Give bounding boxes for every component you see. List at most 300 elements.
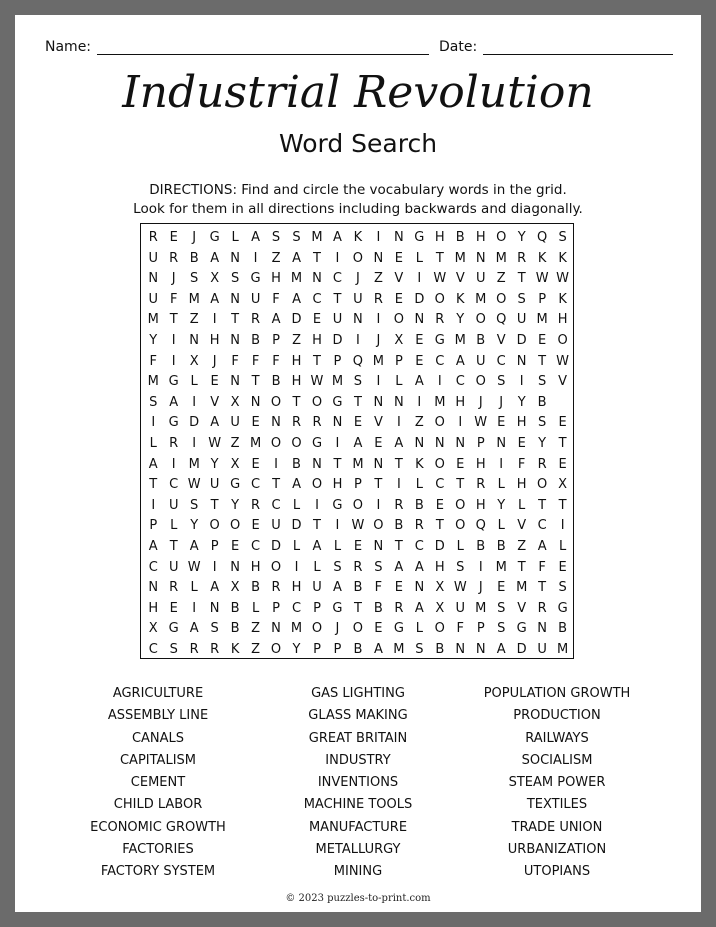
grid-letter[interactable]: Y: [538, 436, 547, 451]
grid-letter[interactable]: M: [454, 333, 466, 348]
grid-letter[interactable]: R: [312, 415, 322, 431]
grid-letter[interactable]: S: [374, 559, 383, 575]
grid-letter[interactable]: R: [210, 642, 220, 657]
grid-letter[interactable]: A: [148, 456, 158, 472]
grid-letter[interactable]: H: [516, 415, 527, 431]
grid-letter[interactable]: T: [353, 600, 362, 616]
grid-letter[interactable]: U: [168, 559, 179, 575]
grid-letter[interactable]: C: [414, 539, 424, 554]
grid-letter[interactable]: G: [393, 621, 404, 637]
grid-letter[interactable]: M: [331, 374, 344, 390]
grid-letter[interactable]: P: [313, 642, 321, 657]
grid-letter[interactable]: N: [148, 271, 159, 287]
grid-letter[interactable]: J: [212, 353, 217, 369]
grid-letter[interactable]: A: [373, 642, 383, 657]
grid-letter[interactable]: L: [190, 374, 198, 390]
grid-letter[interactable]: A: [394, 559, 404, 575]
grid-letter[interactable]: I: [192, 436, 197, 451]
grid-letter[interactable]: H: [455, 394, 466, 410]
grid-letter[interactable]: F: [231, 353, 239, 369]
grid-letter[interactable]: F: [272, 353, 280, 369]
grid-letter[interactable]: N: [230, 250, 240, 266]
grid-letter[interactable]: Y: [497, 497, 506, 513]
grid-letter[interactable]: V: [210, 394, 220, 410]
grid-letter[interactable]: Q: [537, 230, 548, 245]
grid-letter[interactable]: O: [455, 497, 466, 513]
grid-letter[interactable]: R: [148, 230, 158, 245]
grid-letter[interactable]: A: [210, 415, 220, 431]
grid-letter[interactable]: T: [272, 477, 281, 493]
grid-letter[interactable]: M: [475, 600, 487, 616]
grid-letter[interactable]: H: [557, 312, 568, 328]
grid-letter[interactable]: C: [271, 497, 281, 513]
grid-letter[interactable]: F: [149, 353, 157, 369]
grid-letter[interactable]: U: [475, 353, 486, 369]
grid-letter[interactable]: I: [294, 559, 299, 575]
grid-letter[interactable]: E: [251, 456, 260, 472]
grid-letter[interactable]: L: [190, 580, 198, 596]
grid-letter[interactable]: V: [394, 271, 404, 287]
grid-letter[interactable]: W: [208, 436, 222, 451]
grid-letter[interactable]: S: [210, 621, 219, 637]
grid-letter[interactable]: R: [189, 642, 199, 657]
grid-letter[interactable]: L: [251, 600, 260, 616]
grid-letter[interactable]: N: [496, 436, 507, 451]
grid-letter[interactable]: Y: [517, 394, 526, 410]
grid-letter[interactable]: E: [558, 456, 567, 472]
grid-letter[interactable]: B: [455, 230, 465, 245]
grid-letter[interactable]: N: [373, 394, 384, 410]
grid-letter[interactable]: H: [291, 580, 302, 596]
grid-letter[interactable]: I: [171, 456, 176, 472]
grid-letter[interactable]: O: [229, 518, 241, 534]
grid-letter[interactable]: K: [558, 250, 567, 266]
grid-letter[interactable]: N: [373, 250, 384, 266]
grid-letter[interactable]: I: [396, 477, 401, 493]
grid-letter[interactable]: A: [210, 291, 220, 307]
grid-letter[interactable]: O: [475, 312, 486, 328]
grid-letter[interactable]: V: [517, 518, 527, 534]
grid-letter[interactable]: O: [537, 477, 548, 493]
grid-letter[interactable]: Y: [149, 333, 158, 348]
grid-letter[interactable]: B: [476, 333, 486, 348]
grid-letter[interactable]: O: [352, 497, 364, 513]
grid-letter[interactable]: S: [230, 271, 240, 287]
grid-letter[interactable]: P: [333, 353, 342, 369]
grid-letter[interactable]: A: [210, 250, 220, 266]
grid-letter[interactable]: I: [315, 497, 319, 513]
grid-letter[interactable]: B: [558, 621, 568, 637]
grid-letter[interactable]: B: [537, 394, 547, 410]
grid-letter[interactable]: L: [558, 539, 567, 554]
grid-letter[interactable]: H: [209, 333, 220, 348]
grid-letter[interactable]: N: [393, 394, 404, 410]
grid-letter[interactable]: U: [516, 312, 527, 328]
grid-letter[interactable]: G: [209, 230, 220, 245]
grid-letter[interactable]: N: [230, 291, 240, 307]
grid-letter[interactable]: X: [558, 477, 568, 493]
grid-letter[interactable]: U: [455, 600, 466, 616]
grid-letter[interactable]: G: [557, 600, 568, 616]
grid-letter[interactable]: G: [434, 333, 445, 348]
grid-letter[interactable]: H: [312, 333, 322, 348]
grid-letter[interactable]: S: [169, 642, 178, 657]
grid-letter[interactable]: N: [312, 271, 322, 287]
grid-letter[interactable]: I: [437, 374, 442, 390]
grid-letter[interactable]: G: [168, 621, 179, 637]
grid-letter[interactable]: G: [168, 415, 179, 431]
grid-letter[interactable]: P: [476, 621, 485, 637]
grid-letter[interactable]: R: [169, 580, 179, 596]
grid-letter[interactable]: X: [394, 333, 404, 348]
grid-letter[interactable]: C: [291, 600, 302, 616]
grid-letter[interactable]: O: [291, 436, 302, 451]
grid-letter[interactable]: O: [270, 436, 282, 451]
grid-letter[interactable]: S: [292, 230, 301, 245]
grid-letter[interactable]: C: [332, 271, 342, 287]
grid-letter[interactable]: M: [434, 394, 446, 410]
grid-letter[interactable]: O: [434, 456, 445, 472]
grid-letter[interactable]: G: [332, 497, 343, 513]
grid-letter[interactable]: O: [311, 477, 323, 493]
grid-letter[interactable]: A: [537, 539, 547, 554]
grid-letter[interactable]: O: [557, 333, 568, 348]
grid-letter[interactable]: Q: [496, 312, 507, 328]
grid-letter[interactable]: G: [414, 230, 425, 245]
grid-letter[interactable]: N: [271, 415, 281, 431]
grid-letter[interactable]: N: [516, 353, 527, 369]
grid-letter[interactable]: E: [169, 600, 178, 616]
grid-letter[interactable]: B: [189, 250, 199, 266]
grid-letter[interactable]: A: [271, 312, 281, 328]
grid-letter[interactable]: S: [497, 600, 506, 616]
grid-letter[interactable]: D: [516, 642, 527, 657]
grid-letter[interactable]: H: [475, 497, 486, 513]
grid-letter[interactable]: S: [190, 497, 199, 513]
grid-letter[interactable]: W: [187, 559, 201, 575]
grid-letter[interactable]: F: [169, 291, 178, 307]
grid-letter[interactable]: I: [253, 250, 258, 266]
grid-letter[interactable]: P: [394, 353, 403, 369]
grid-letter[interactable]: V: [517, 600, 527, 616]
grid-letter[interactable]: N: [373, 456, 384, 472]
grid-letter[interactable]: L: [415, 477, 423, 493]
grid-letter[interactable]: I: [192, 600, 197, 616]
grid-letter[interactable]: Z: [496, 271, 506, 287]
grid-letter[interactable]: N: [393, 230, 404, 245]
grid-letter[interactable]: T: [435, 250, 444, 266]
grid-letter[interactable]: E: [312, 312, 322, 328]
grid-letter[interactable]: H: [475, 456, 486, 472]
grid-letter[interactable]: K: [456, 291, 465, 307]
grid-letter[interactable]: W: [351, 518, 365, 534]
grid-letter[interactable]: A: [455, 353, 465, 369]
grid-letter[interactable]: U: [168, 497, 179, 513]
grid-letter[interactable]: M: [188, 456, 200, 472]
grid-letter[interactable]: J: [376, 333, 381, 348]
grid-letter[interactable]: Z: [189, 312, 199, 328]
grid-letter[interactable]: B: [353, 580, 363, 596]
grid-letter[interactable]: U: [209, 477, 220, 493]
grid-letter[interactable]: N: [414, 436, 425, 451]
grid-letter[interactable]: L: [518, 497, 526, 513]
grid-letter[interactable]: T: [374, 477, 383, 493]
grid-letter[interactable]: N: [230, 559, 240, 575]
grid-letter[interactable]: C: [435, 477, 445, 493]
grid-letter[interactable]: W: [310, 374, 324, 390]
grid-letter[interactable]: R: [353, 559, 363, 575]
grid-letter[interactable]: B: [251, 580, 261, 596]
grid-letter[interactable]: D: [291, 518, 302, 534]
grid-letter[interactable]: X: [230, 580, 240, 596]
grid-letter[interactable]: D: [332, 333, 343, 348]
grid-letter[interactable]: E: [231, 539, 240, 554]
grid-letter[interactable]: M: [147, 312, 159, 328]
grid-letter[interactable]: H: [250, 559, 261, 575]
grid-letter[interactable]: B: [230, 621, 240, 637]
grid-letter[interactable]: I: [376, 312, 381, 328]
grid-letter[interactable]: I: [192, 394, 197, 410]
grid-letter[interactable]: J: [192, 230, 197, 245]
grid-letter[interactable]: H: [148, 600, 159, 616]
grid-letter[interactable]: B: [292, 456, 301, 472]
grid-letter[interactable]: S: [415, 642, 424, 657]
grid-letter[interactable]: N: [209, 600, 220, 616]
grid-letter[interactable]: M: [188, 291, 200, 307]
grid-letter[interactable]: A: [189, 539, 199, 554]
grid-letter[interactable]: E: [517, 436, 526, 451]
grid-letter[interactable]: R: [251, 312, 261, 328]
grid-letter[interactable]: E: [210, 374, 219, 390]
grid-letter[interactable]: O: [373, 518, 384, 534]
grid-letter[interactable]: S: [149, 394, 158, 410]
grid-letter[interactable]: B: [414, 497, 424, 513]
grid-letter[interactable]: W: [556, 353, 570, 369]
grid-letter[interactable]: I: [335, 250, 340, 266]
grid-letter[interactable]: E: [415, 353, 424, 369]
grid-letter[interactable]: R: [476, 477, 486, 493]
grid-letter[interactable]: H: [516, 477, 527, 493]
grid-letter[interactable]: P: [313, 600, 321, 616]
grid-letter[interactable]: M: [147, 374, 159, 390]
grid-letter[interactable]: U: [475, 271, 486, 287]
grid-letter[interactable]: Y: [231, 497, 240, 513]
grid-letter[interactable]: T: [169, 539, 178, 554]
grid-letter[interactable]: C: [148, 642, 158, 657]
grid-letter[interactable]: I: [376, 497, 381, 513]
grid-letter[interactable]: T: [231, 312, 240, 328]
grid-letter[interactable]: F: [538, 559, 546, 575]
grid-letter[interactable]: I: [335, 436, 340, 451]
grid-letter[interactable]: F: [272, 291, 280, 307]
grid-letter[interactable]: Z: [517, 539, 527, 554]
grid-letter[interactable]: C: [455, 374, 465, 390]
grid-letter[interactable]: V: [496, 333, 506, 348]
grid-letter[interactable]: P: [210, 539, 219, 554]
grid-letter[interactable]: H: [271, 271, 281, 287]
grid-letter[interactable]: S: [558, 230, 567, 245]
grid-letter[interactable]: I: [356, 333, 360, 348]
grid-letter[interactable]: N: [230, 333, 240, 348]
grid-letter[interactable]: W: [474, 415, 488, 431]
grid-letter[interactable]: R: [537, 456, 547, 472]
grid-letter[interactable]: Z: [271, 250, 281, 266]
grid-letter[interactable]: T: [149, 477, 158, 493]
grid-letter[interactable]: W: [556, 271, 570, 287]
grid-letter[interactable]: D: [189, 415, 200, 431]
grid-letter[interactable]: L: [497, 518, 505, 534]
grid-letter[interactable]: O: [270, 394, 282, 410]
grid-letter[interactable]: R: [271, 580, 281, 596]
grid-letter[interactable]: K: [353, 230, 363, 245]
grid-letter[interactable]: T: [313, 518, 321, 534]
grid-letter[interactable]: I: [478, 559, 483, 575]
grid-letter[interactable]: X: [230, 394, 240, 410]
grid-letter[interactable]: B: [271, 374, 281, 390]
grid-letter[interactable]: J: [335, 621, 340, 637]
grid-letter[interactable]: C: [312, 291, 322, 307]
grid-letter[interactable]: O: [352, 621, 364, 637]
grid-letter[interactable]: I: [274, 456, 278, 472]
grid-letter[interactable]: B: [353, 642, 363, 657]
grid-letter[interactable]: X: [435, 600, 445, 616]
grid-letter[interactable]: C: [148, 559, 158, 575]
grid-letter[interactable]: S: [271, 230, 281, 245]
grid-letter[interactable]: T: [517, 559, 526, 575]
grid-letter[interactable]: I: [212, 312, 217, 328]
grid-letter[interactable]: G: [332, 600, 343, 616]
grid-letter[interactable]: L: [395, 374, 403, 390]
grid-letter[interactable]: H: [291, 374, 302, 390]
grid-letter[interactable]: M: [290, 271, 303, 287]
grid-letter[interactable]: E: [558, 415, 567, 431]
grid-letter[interactable]: T: [538, 497, 547, 513]
grid-letter[interactable]: I: [335, 518, 340, 534]
grid-letter[interactable]: M: [290, 621, 303, 637]
grid-letter[interactable]: D: [291, 312, 302, 328]
grid-letter[interactable]: C: [251, 539, 261, 554]
grid-letter[interactable]: T: [394, 456, 403, 472]
grid-letter[interactable]: I: [171, 333, 176, 348]
grid-letter[interactable]: E: [456, 456, 465, 472]
grid-letter[interactable]: N: [332, 415, 343, 431]
grid-letter[interactable]: T: [313, 353, 321, 369]
grid-letter[interactable]: Z: [251, 642, 261, 657]
grid-letter[interactable]: C: [537, 518, 547, 534]
grid-letter[interactable]: M: [475, 291, 487, 307]
grid-letter[interactable]: I: [396, 415, 401, 431]
grid-letter[interactable]: E: [394, 580, 403, 596]
grid-letter[interactable]: T: [292, 394, 301, 410]
grid-letter[interactable]: K: [230, 642, 240, 657]
grid-letter[interactable]: A: [292, 250, 301, 266]
grid-letter[interactable]: N: [455, 642, 466, 657]
grid-letter[interactable]: I: [376, 230, 381, 245]
grid-letter[interactable]: L: [292, 539, 301, 554]
grid-letter[interactable]: U: [148, 291, 158, 307]
grid-letter[interactable]: T: [353, 394, 362, 410]
grid-letter[interactable]: U: [353, 291, 363, 307]
grid-letter[interactable]: M: [495, 559, 507, 575]
grid-letter[interactable]: I: [417, 394, 422, 410]
grid-letter[interactable]: E: [558, 559, 567, 575]
grid-letter[interactable]: O: [311, 621, 323, 637]
grid-letter[interactable]: M: [393, 642, 405, 657]
grid-letter[interactable]: I: [212, 559, 217, 575]
grid-letter[interactable]: T: [558, 436, 567, 451]
grid-letter[interactable]: R: [414, 518, 424, 534]
grid-letter[interactable]: Y: [210, 456, 219, 472]
grid-letter[interactable]: S: [333, 559, 342, 575]
grid-letter[interactable]: W: [453, 580, 467, 596]
grid-letter[interactable]: T: [538, 580, 547, 596]
grid-letter[interactable]: T: [251, 374, 260, 390]
grid-letter[interactable]: S: [517, 291, 526, 307]
grid-letter[interactable]: T: [333, 291, 342, 307]
grid-letter[interactable]: A: [414, 374, 424, 390]
grid-letter[interactable]: E: [394, 291, 403, 307]
grid-letter[interactable]: N: [373, 539, 384, 554]
grid-letter[interactable]: N: [475, 250, 486, 266]
grid-letter[interactable]: U: [332, 312, 343, 328]
grid-letter[interactable]: I: [458, 415, 463, 431]
grid-letter[interactable]: G: [250, 271, 261, 287]
grid-letter[interactable]: H: [434, 559, 445, 575]
grid-letter[interactable]: N: [414, 580, 425, 596]
grid-letter[interactable]: S: [353, 374, 363, 390]
grid-letter[interactable]: M: [454, 250, 466, 266]
grid-letter[interactable]: E: [394, 250, 403, 266]
grid-letter[interactable]: T: [517, 271, 526, 287]
grid-letter[interactable]: O: [434, 415, 445, 431]
grid-letter[interactable]: K: [558, 291, 567, 307]
grid-letter[interactable]: D: [271, 539, 282, 554]
grid-letter[interactable]: N: [230, 374, 240, 390]
grid-letter[interactable]: B: [476, 539, 486, 554]
grid-letter[interactable]: D: [414, 291, 425, 307]
grid-letter[interactable]: K: [537, 250, 547, 266]
grid-letter[interactable]: O: [352, 250, 364, 266]
grid-letter[interactable]: X: [435, 580, 445, 596]
grid-letter[interactable]: M: [311, 230, 323, 245]
grid-letter[interactable]: U: [537, 642, 547, 657]
grid-letter[interactable]: Z: [230, 436, 240, 451]
grid-letter[interactable]: G: [516, 621, 527, 637]
grid-letter[interactable]: S: [456, 559, 465, 575]
grid-letter[interactable]: X: [210, 271, 220, 287]
grid-letter[interactable]: F: [251, 353, 260, 369]
grid-letter[interactable]: B: [230, 600, 240, 616]
grid-letter[interactable]: Y: [517, 230, 526, 245]
grid-letter[interactable]: U: [271, 518, 281, 534]
grid-letter[interactable]: M: [372, 353, 384, 369]
grid-letter[interactable]: A: [148, 539, 158, 554]
grid-letter[interactable]: H: [434, 230, 445, 245]
grid-letter[interactable]: Y: [190, 518, 199, 534]
grid-letter[interactable]: T: [538, 353, 547, 369]
grid-letter[interactable]: O: [311, 394, 323, 410]
grid-letter[interactable]: I: [151, 415, 156, 431]
grid-letter[interactable]: J: [499, 394, 504, 410]
grid-letter[interactable]: O: [434, 291, 445, 307]
grid-letter[interactable]: N: [271, 621, 281, 637]
grid-letter[interactable]: O: [455, 518, 466, 534]
grid-letter[interactable]: O: [393, 312, 404, 328]
grid-letter[interactable]: Z: [292, 333, 301, 348]
grid-letter[interactable]: G: [332, 394, 343, 410]
grid-letter[interactable]: E: [374, 621, 383, 637]
grid-letter[interactable]: R: [373, 291, 383, 307]
